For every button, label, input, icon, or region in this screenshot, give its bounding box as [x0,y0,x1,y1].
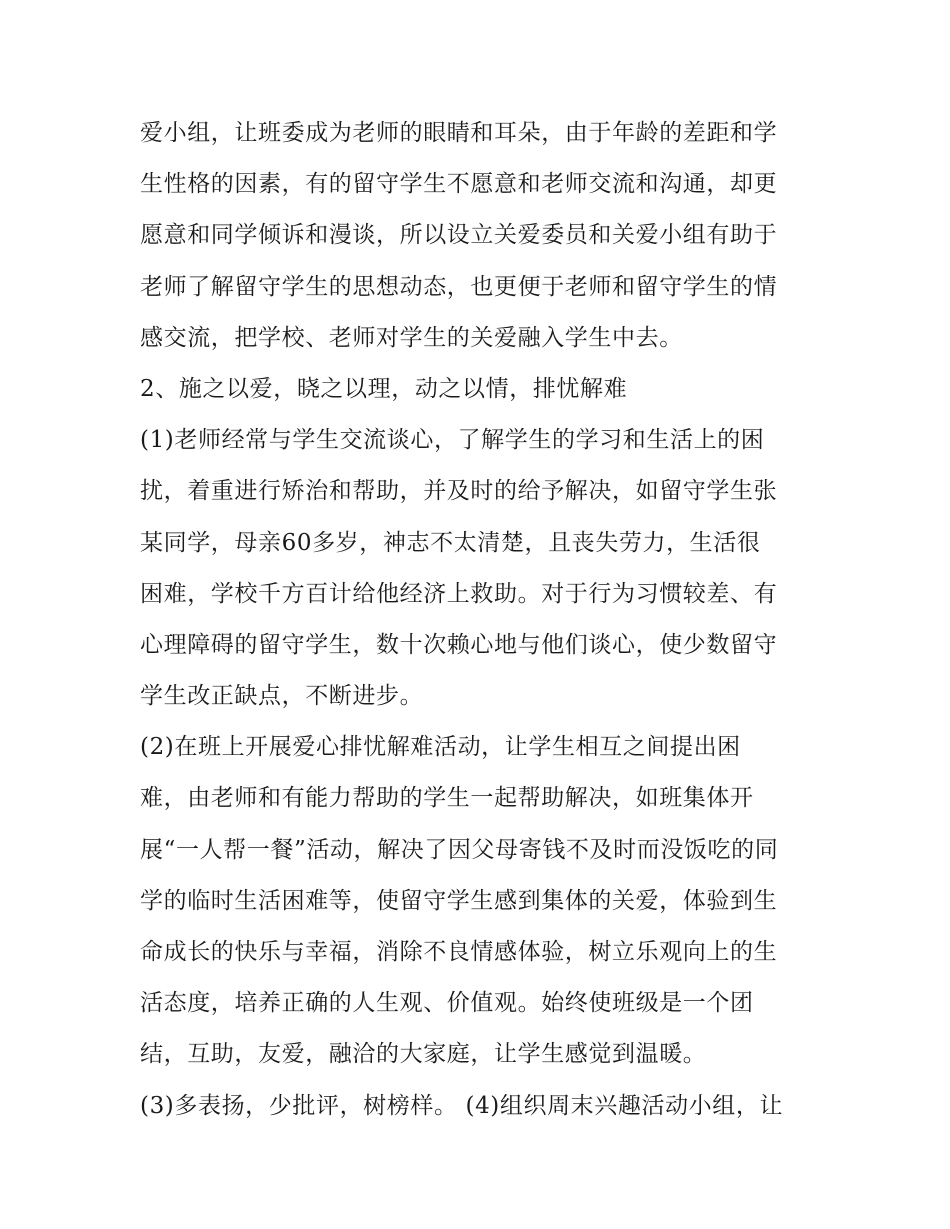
text-line: 心理障碍的留守学生，数十次赖心地与他们谈心，使少数留守 [140,631,778,658]
text-line: 学生改正缺点，不断进步。 [140,683,424,710]
text-line: 难，由老师和有能力帮助的学生一起帮助解决，如班集体开 [140,785,754,812]
text-line: 活态度，培养正确的人生观、价值观。始终使班级是一个团 [140,990,754,1017]
text-line: 命成长的快乐与幸福，消除不良情感体验，树立乐观向上的生 [140,939,778,965]
document-body [140,108,830,1132]
text-line: 学的临时生活困难等，使留守学生感到集体的关爱，体验到生 [140,887,778,914]
text-line: 生性格的因素，有的留守学生不愿意和老师交流和沟通，却更 [140,171,778,198]
text-line: 老师了解留守学生的思想动态，也更便于老师和留守学生的情 [140,273,778,300]
text-line: 爱小组，让班委成为老师的眼睛和耳朵，由于年龄的差距和学 [140,120,778,146]
text-line: 愿意和同学倾诉和漫谈，所以设立关爱委员和关爱小组有助于 [140,222,778,249]
text-line: 某同学，母亲60多岁，神志不太清楚，且丧失劳力，生活很 [140,529,761,556]
text-line: 展“一人帮一餐”活动，解决了因父母寄钱不及时而没饭吃的同 [140,836,779,863]
text-line: 困难，学校千方百计给他经济上救助。对于行为习惯较差、有 [140,580,778,607]
text-line: (3)多表扬，少批评，树榜样。 (4)组织周末兴趣活动小组，让 [140,1092,784,1119]
text-line: 感交流，把学校、老师对学生的关爱融入学生中去。 [140,324,683,351]
text-line: (2)在班上开展爱心排忧解难活动，让学生相互之间提出困 [140,734,741,761]
text-line: 结，互助，友爱，融洽的大家庭，让学生感觉到温暖。 [140,1041,707,1068]
text-line: (1)老师经常与学生交流谈心，了解学生的学习和生活上的困 [140,427,765,454]
text-line: 扰，着重进行矫治和帮助，并及时的给予解决，如留守学生张 [140,478,778,505]
section-heading: 2、施之以爱，晓之以理，动之以情，排忧解难 [140,375,628,402]
